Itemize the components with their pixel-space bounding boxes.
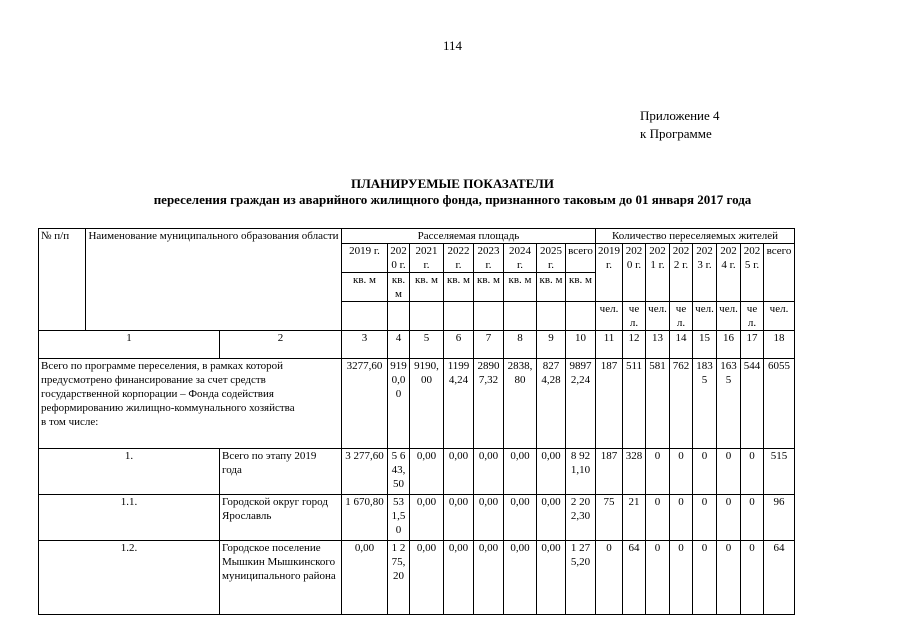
col-number: 15	[693, 331, 717, 359]
people-year: 2025 г.	[741, 244, 764, 302]
area-year: 2025 г.	[537, 244, 566, 273]
header-people-group: Количество переселяемых жителей	[596, 229, 795, 244]
area-unit-spacer	[410, 302, 444, 331]
table-cell: 0	[646, 449, 670, 495]
area-unit-spacer	[537, 302, 566, 331]
people-year: 2022 г.	[670, 244, 693, 302]
area-unit: кв. м	[537, 273, 566, 302]
row-num: 1.1.	[39, 495, 220, 541]
table-cell: 187	[596, 449, 623, 495]
area-unit-spacer	[342, 302, 388, 331]
table-cell: 8 921,10	[566, 449, 596, 495]
col-number: 2	[220, 331, 342, 359]
people-unit: чел.	[596, 302, 623, 331]
row-num: 1.2.	[39, 541, 220, 615]
table-cell: 0	[693, 449, 717, 495]
col-number: 11	[596, 331, 623, 359]
table-cell: 0,00	[504, 495, 537, 541]
total-sub-label: в том числе:	[41, 416, 99, 428]
table-cell: 531,50	[388, 495, 410, 541]
table-cell: 96	[764, 495, 795, 541]
table-cell: 9190,00	[410, 359, 444, 449]
table-cell: 0	[717, 449, 741, 495]
table-cell: 0	[646, 495, 670, 541]
people-year: 2024 г.	[717, 244, 741, 302]
col-number: 8	[504, 331, 537, 359]
area-year: 2019 г.	[342, 244, 388, 273]
header-row-groups	[39, 229, 795, 244]
col-number: 13	[646, 331, 670, 359]
table-cell: 6055	[764, 359, 795, 449]
people-unit: чел.	[764, 302, 795, 331]
area-unit-spacer	[444, 302, 474, 331]
col-number: 17	[741, 331, 764, 359]
table-row	[39, 495, 795, 541]
total-label-cell	[39, 359, 342, 449]
table-cell: 2 202,30	[566, 495, 596, 541]
area-year: 2021 г.	[410, 244, 444, 273]
area-year: 2024 г.	[504, 244, 537, 273]
table-cell: 9190,00	[388, 359, 410, 449]
table-cell: 328	[623, 449, 646, 495]
table-cell: 11994,24	[444, 359, 474, 449]
table-row	[39, 449, 795, 495]
area-unit: кв. м	[388, 273, 410, 302]
table-cell: 0,00	[474, 541, 504, 615]
area-unit: кв. м	[474, 273, 504, 302]
table-cell: 0	[670, 495, 693, 541]
area-unit: кв. м	[566, 273, 596, 302]
table-cell: 3 277,60	[342, 449, 388, 495]
table-cell: 0,00	[504, 541, 537, 615]
table-cell: 0,00	[537, 495, 566, 541]
table-cell: 0	[741, 449, 764, 495]
table-cell: 1 275,20	[566, 541, 596, 615]
table-cell: 0,00	[410, 449, 444, 495]
table-cell: 0,00	[504, 449, 537, 495]
table-row-total	[39, 359, 795, 449]
indicators-table	[38, 228, 795, 615]
table-cell: 0,00	[444, 541, 474, 615]
people-year: всего	[764, 244, 795, 302]
col-number: 18	[764, 331, 795, 359]
table-cell: 1835	[693, 359, 717, 449]
table-cell: 0,00	[410, 495, 444, 541]
table-cell: 0	[646, 541, 670, 615]
table-cell: 1 670,80	[342, 495, 388, 541]
table-cell: 187	[596, 359, 623, 449]
table-cell: 3277,60	[342, 359, 388, 449]
table-cell: 98972,24	[566, 359, 596, 449]
col-number: 16	[717, 331, 741, 359]
header-name: Наименование муниципального образования области	[86, 229, 342, 331]
people-year: 2020 г.	[623, 244, 646, 302]
table-cell: 28907,32	[474, 359, 504, 449]
people-year: 2021 г.	[646, 244, 670, 302]
table-cell: 1635	[717, 359, 741, 449]
table-cell: 0	[596, 541, 623, 615]
table-cell: 511	[623, 359, 646, 449]
table-cell: 0,00	[444, 495, 474, 541]
area-year: всего	[566, 244, 596, 273]
total-label: Всего по программе переселения, в рамках которой предусмотрено финансирование за счет средств государственной корпорации – Фонда содействия реформированию жилищно-коммунального хозяйства	[41, 360, 295, 414]
area-year: 2020 г.	[388, 244, 410, 273]
table-cell: 0	[717, 495, 741, 541]
table-cell: 21	[623, 495, 646, 541]
table-cell: 0	[693, 541, 717, 615]
row-name: Всего по этапу 2019 года	[220, 449, 342, 495]
row-name: Городское поселение Мышкин Мышкинского муниципального района	[220, 541, 342, 615]
table-cell: 0,00	[342, 541, 388, 615]
col-number: 4	[388, 331, 410, 359]
area-unit-spacer	[566, 302, 596, 331]
people-unit: чел.	[623, 302, 646, 331]
area-unit: кв. м	[410, 273, 444, 302]
table-cell: 0	[670, 541, 693, 615]
area-unit-spacer	[504, 302, 537, 331]
table-cell: 64	[623, 541, 646, 615]
table-row	[39, 541, 795, 615]
area-year: 2022 г.	[444, 244, 474, 273]
table-cell: 0,00	[410, 541, 444, 615]
area-unit: кв. м	[504, 273, 537, 302]
page-number: 114	[442, 38, 463, 53]
table-cell: 1 275,20	[388, 541, 410, 615]
table-cell: 0	[741, 541, 764, 615]
appendix-note	[640, 107, 720, 143]
col-number: 14	[670, 331, 693, 359]
table-cell: 544	[741, 359, 764, 449]
table-cell: 0,00	[474, 449, 504, 495]
table-cell: 5 643,50	[388, 449, 410, 495]
table-cell: 0,00	[474, 495, 504, 541]
people-unit: чел.	[670, 302, 693, 331]
table-cell: 64	[764, 541, 795, 615]
header-num: № п/п	[39, 229, 86, 331]
area-unit-spacer	[388, 302, 410, 331]
column-numbers-row	[39, 331, 795, 359]
people-unit: чел.	[646, 302, 670, 331]
people-year: 2019 г.	[596, 244, 623, 302]
col-number: 3	[342, 331, 388, 359]
col-number: 6	[444, 331, 474, 359]
people-year: 2023 г.	[693, 244, 717, 302]
table-cell: 2838,80	[504, 359, 537, 449]
table-cell: 0,00	[537, 541, 566, 615]
table-cell: 0,00	[537, 449, 566, 495]
col-number: 12	[623, 331, 646, 359]
table-cell: 0	[670, 449, 693, 495]
row-num: 1.	[39, 449, 220, 495]
table-cell: 0,00	[444, 449, 474, 495]
area-unit: кв. м	[342, 273, 388, 302]
appendix-line-1: Приложение 4	[640, 108, 720, 123]
table-cell: 0	[741, 495, 764, 541]
col-number: 7	[474, 331, 504, 359]
col-number: 10	[566, 331, 596, 359]
table-cell: 0	[693, 495, 717, 541]
area-year: 2023 г.	[474, 244, 504, 273]
table-cell: 762	[670, 359, 693, 449]
table-cell: 8274,28	[537, 359, 566, 449]
document-title: ПЛАНИРУЕМЫЕ ПОКАЗАТЕЛИ	[351, 176, 554, 191]
row-name: Городской округ город Ярославль	[220, 495, 342, 541]
document-subtitle: переселения граждан из аварийного жилищного фонда, признанного таковым до 01 января 2017 года	[153, 192, 752, 207]
people-unit: чел.	[741, 302, 764, 331]
table-cell: 0	[717, 541, 741, 615]
area-unit-spacer	[474, 302, 504, 331]
header-area-group: Расселяемая площадь	[342, 229, 596, 244]
col-number: 1	[39, 331, 220, 359]
table-cell: 581	[646, 359, 670, 449]
area-unit: кв. м	[444, 273, 474, 302]
people-unit: чел.	[717, 302, 741, 331]
people-unit: чел.	[693, 302, 717, 331]
table-cell: 515	[764, 449, 795, 495]
col-number: 9	[537, 331, 566, 359]
col-number: 5	[410, 331, 444, 359]
table-cell: 75	[596, 495, 623, 541]
appendix-line-2: к Программе	[640, 126, 712, 141]
